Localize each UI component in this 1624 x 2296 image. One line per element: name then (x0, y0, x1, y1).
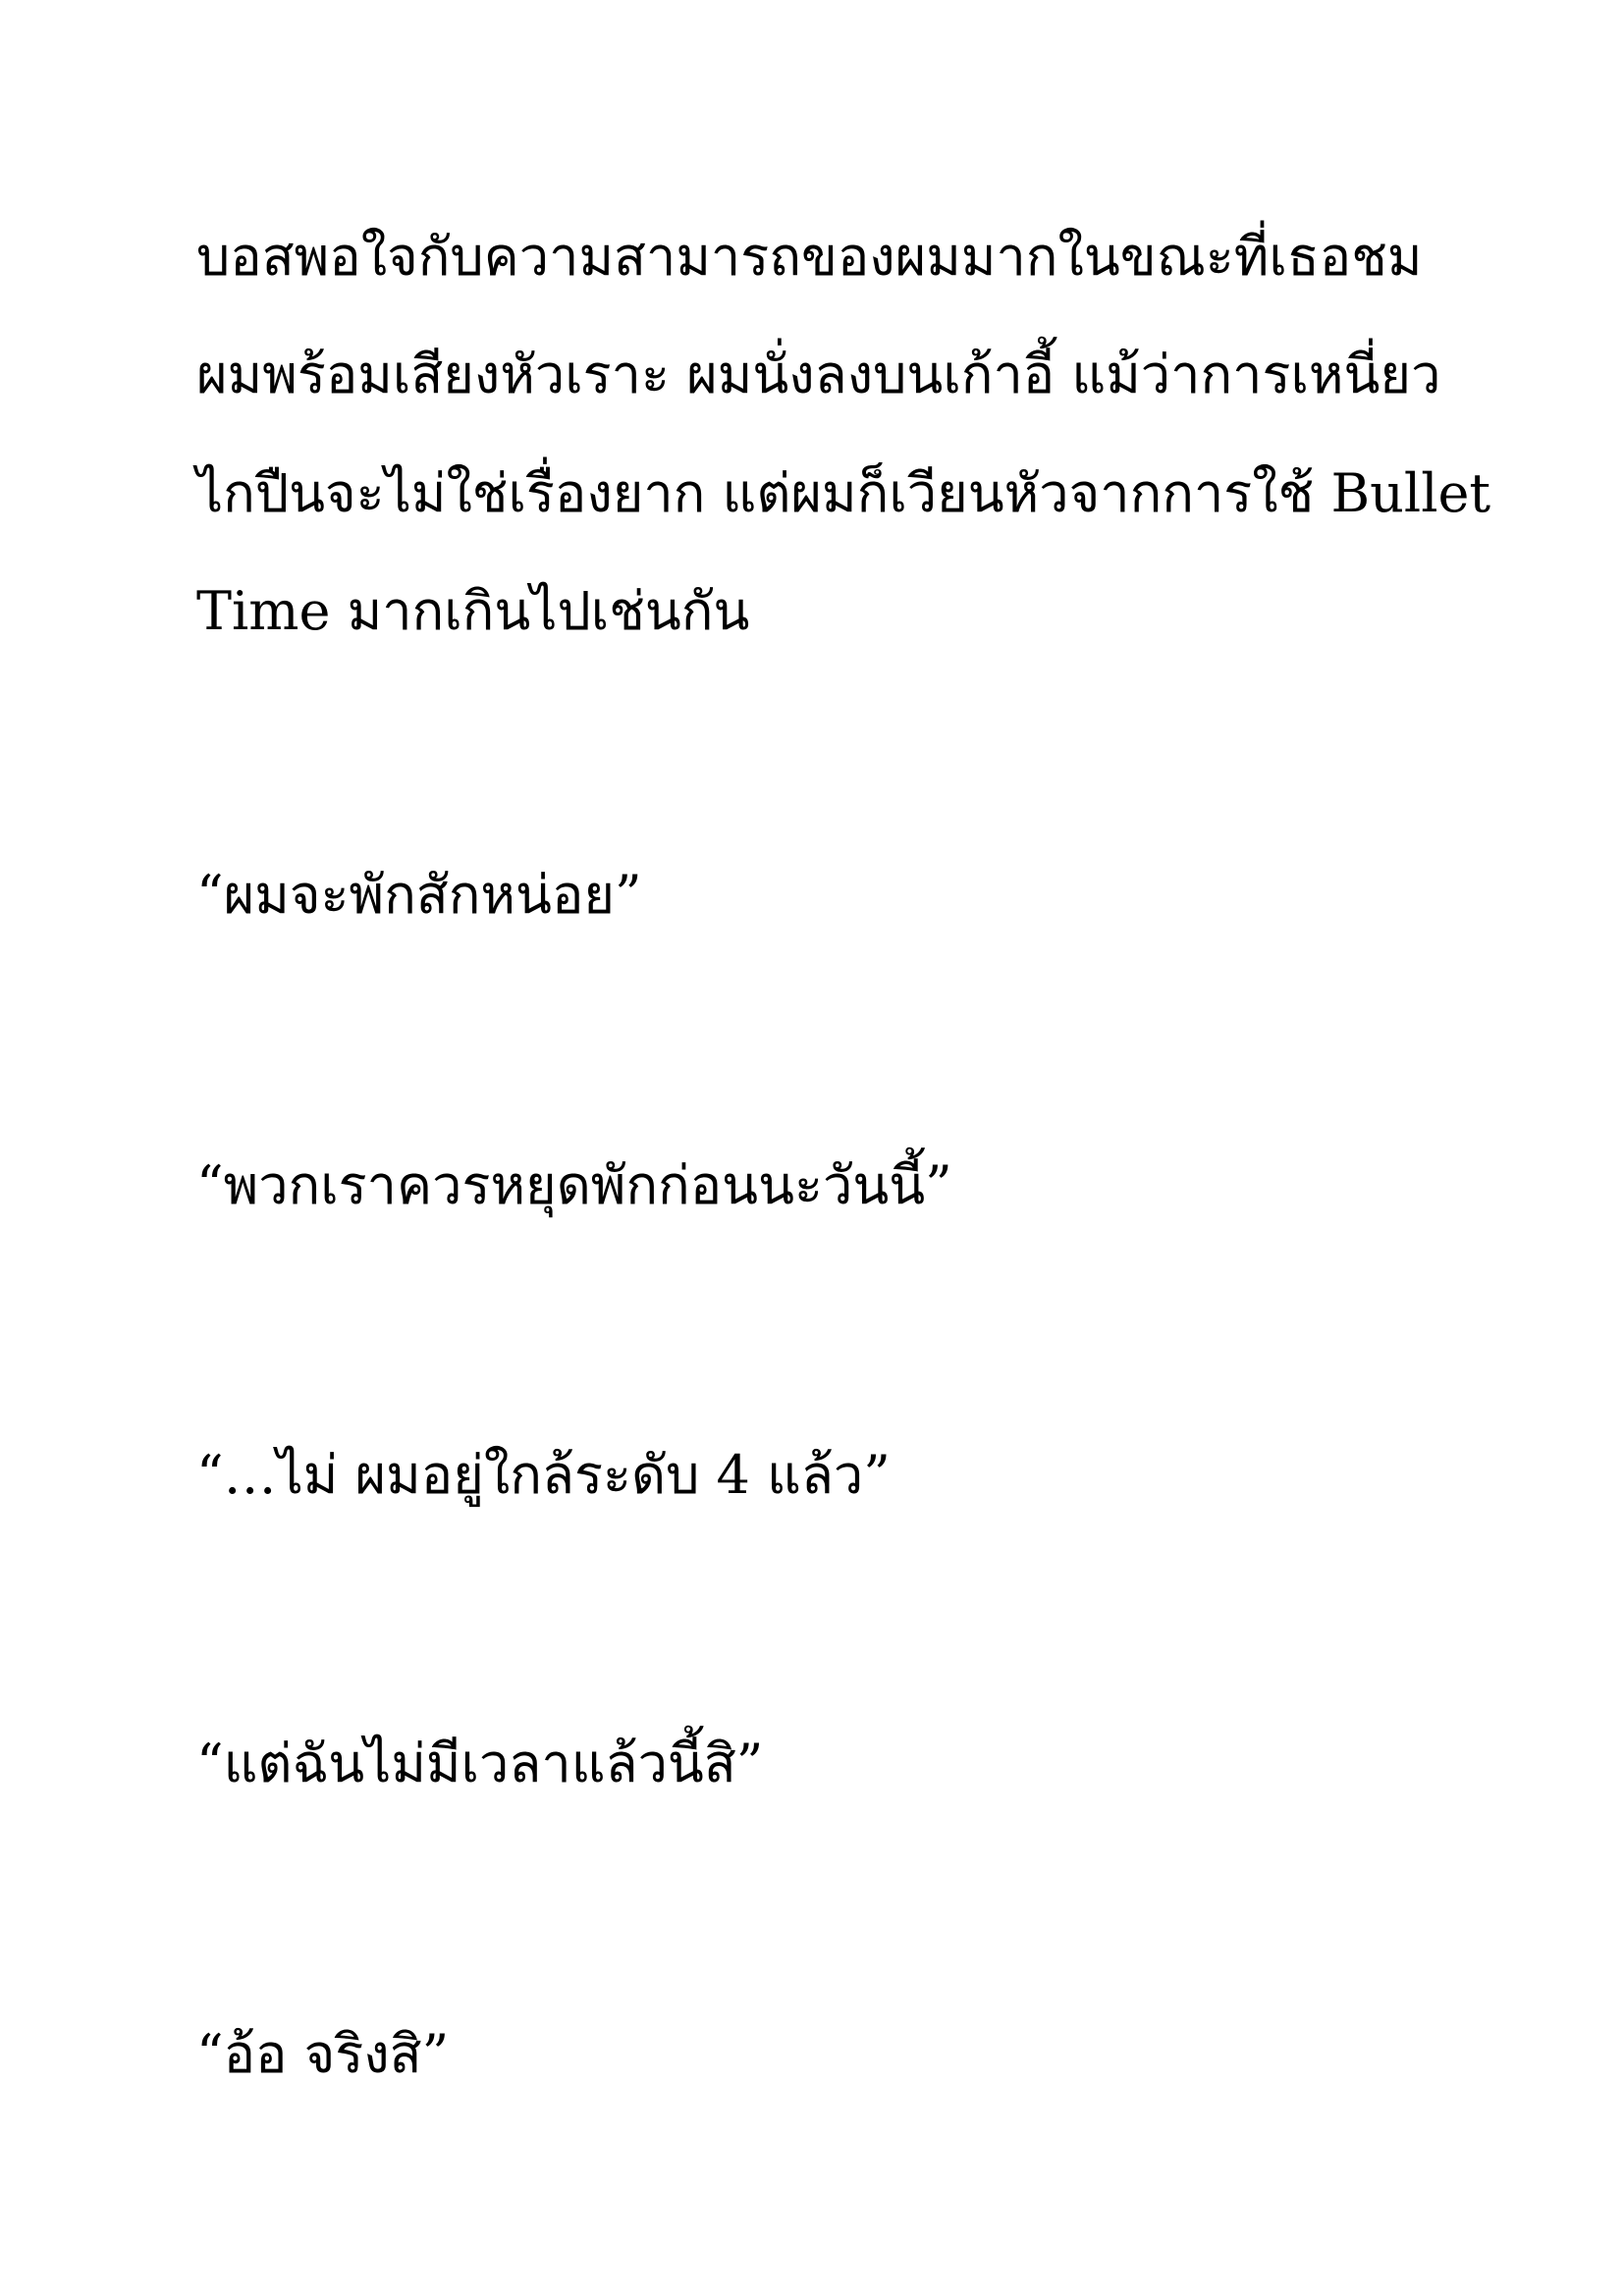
narration-line: ผมพร้อมเสียงหัวเราะ ผมนั่งลงบนเก้าอี้ แม้ว่าการเหนี่ยว (196, 344, 1441, 405)
dialogue-line: “…ไม่ ผมอยู่ใกล้ระดับ 4 แล้ว” (196, 1444, 891, 1506)
dialogue-line: “อ้อ จริงสิ” (196, 2023, 450, 2085)
dialogue-line: “พวกเราควรหยุดพักก่อนนะวันนี้” (196, 1154, 952, 1216)
dialogue-line: “แต่ฉันไม่มีเวลาแล้วนี้สิ” (196, 1733, 764, 1794)
dialogue-line: “ผมจะพักสักหน่อย” (196, 864, 642, 926)
narration-line: บอสพอใจกับความสามารถของผมมากในขณะที่เธอชม (196, 226, 1423, 288)
narration-line: Time มากเกินไปเช่นกัน (196, 580, 750, 642)
narration-line: ไกปืนจะไม่ใช่เรื่องยาก แต่ผมก็เวียนหัวจากการใช้ Bullet (196, 462, 1491, 524)
